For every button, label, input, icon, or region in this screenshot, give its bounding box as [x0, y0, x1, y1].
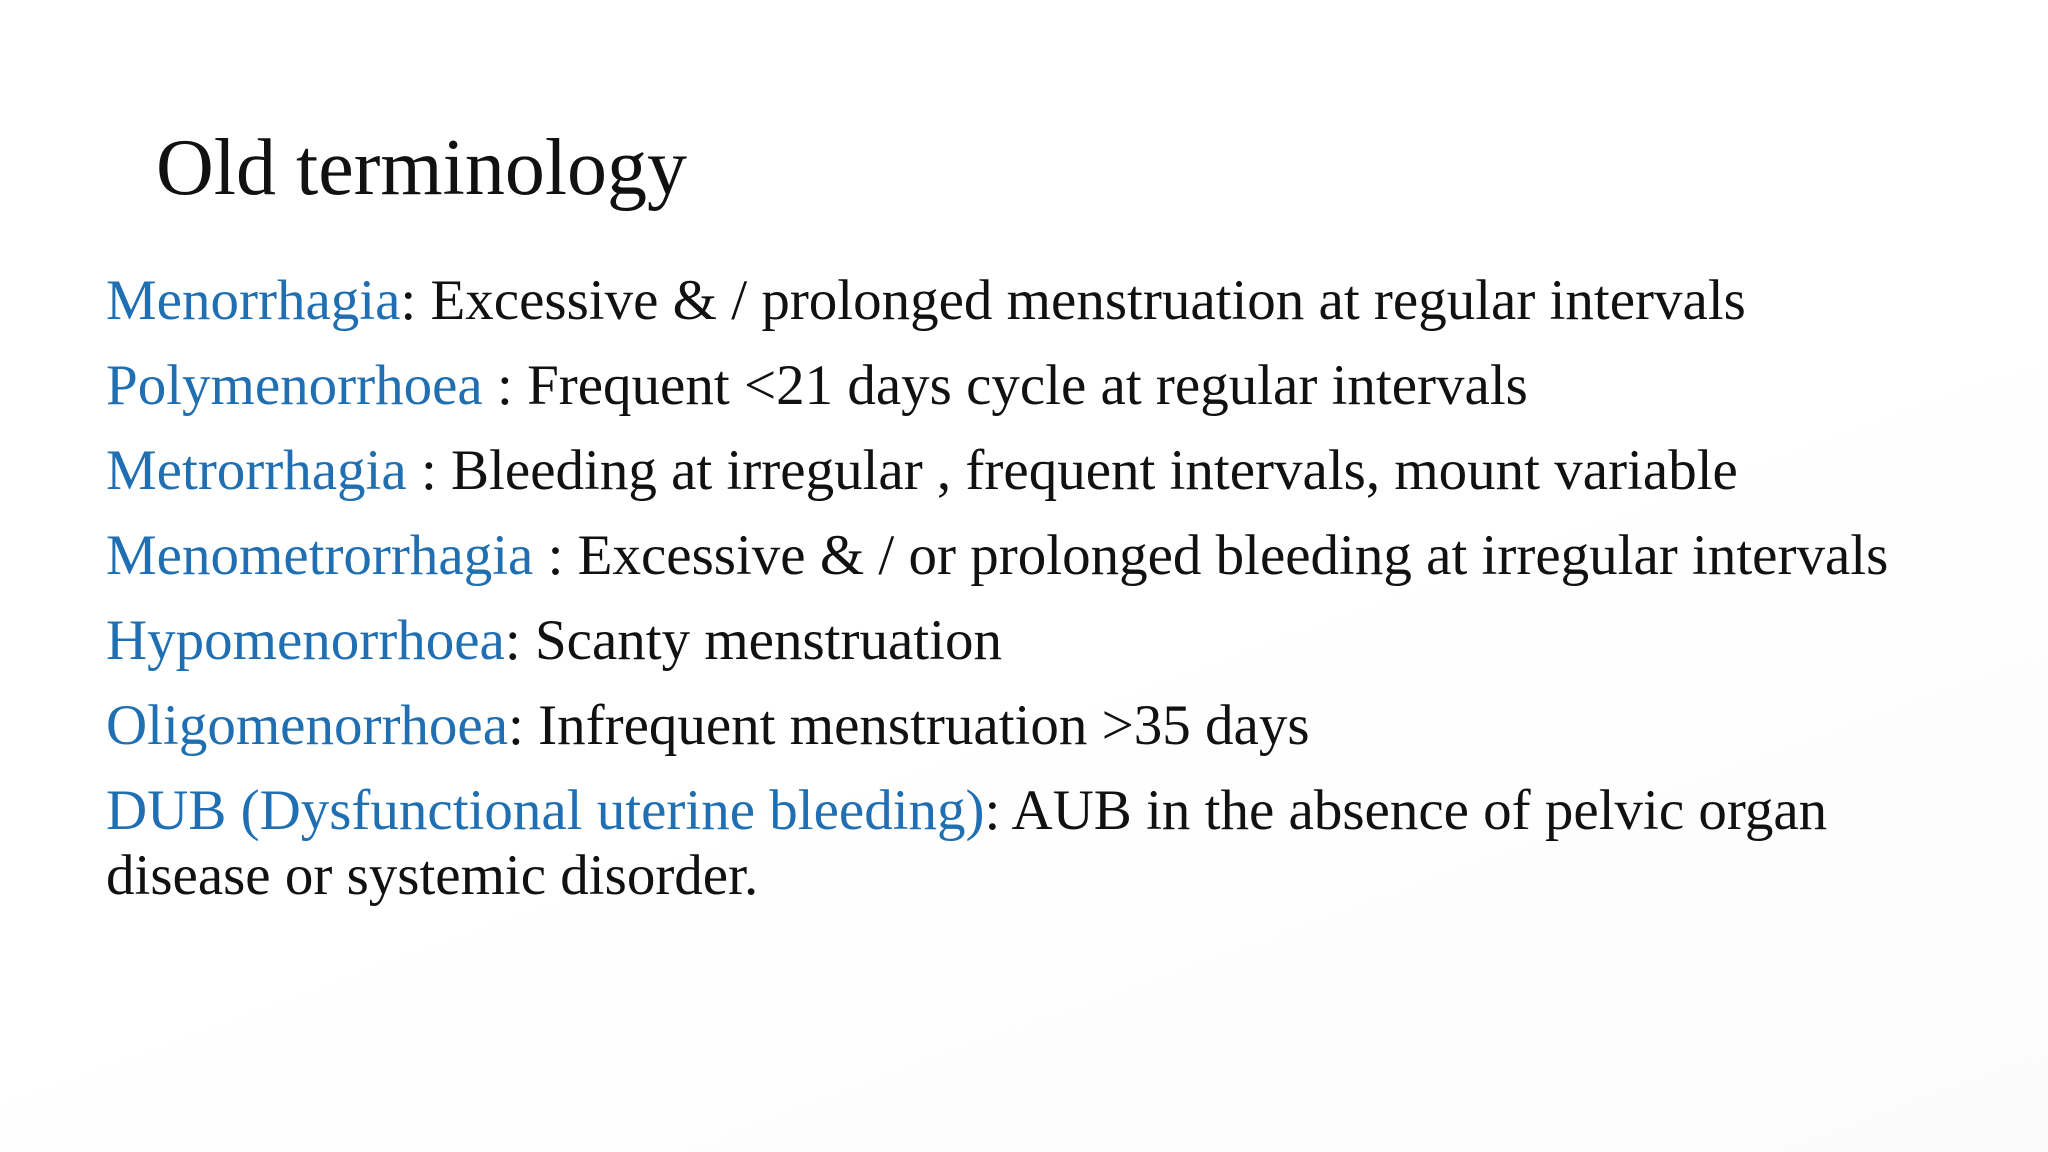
term-polymenorrhoea: Polymenorrhoea — [106, 354, 483, 417]
term-dub: DUB (Dysfunctional uterine bleeding) — [106, 779, 985, 842]
description-polymenorrhoea: : Frequent <21 days cycle at regular intervals — [482, 354, 1528, 417]
description-oligomenorrhoea: : Infrequent menstruation >35 days — [508, 694, 1310, 757]
description-metrorrhagia: : Bleeding at irregular , frequent intervals, mount variable — [406, 439, 1738, 502]
description-dub: : AUB in the absence of pelvic organ disease or systemic disorder. — [106, 779, 1828, 907]
definition-hypomenorrhoea — [106, 608, 1986, 673]
definition-oligomenorrhoea — [106, 693, 1986, 758]
term-oligomenorrhoea: Oligomenorrhoea — [106, 694, 509, 757]
definition-menometrorrhagia — [106, 523, 1986, 588]
term-menometrorrhagia: Menometrorrhagia — [106, 524, 534, 587]
description-hypomenorrhoea: : Scanty menstruation — [504, 609, 1002, 672]
term-menorrhagia: Menorrhagia — [106, 269, 401, 332]
definition-menorrhagia — [106, 268, 1986, 333]
definition-dub — [106, 778, 1986, 908]
definition-list — [106, 268, 1986, 928]
slide-title: Old terminology — [156, 124, 688, 212]
definition-polymenorrhoea — [106, 353, 1986, 418]
description-menometrorrhagia: : Excessive & / or prolonged bleeding at irregular intervals — [533, 524, 1889, 587]
description-menorrhagia: : Excessive & / prolonged menstruation at regular intervals — [400, 269, 1746, 332]
definition-metrorrhagia — [106, 438, 1986, 503]
term-metrorrhagia: Metrorrhagia — [106, 439, 407, 502]
term-hypomenorrhoea: Hypomenorrhoea — [106, 609, 505, 672]
